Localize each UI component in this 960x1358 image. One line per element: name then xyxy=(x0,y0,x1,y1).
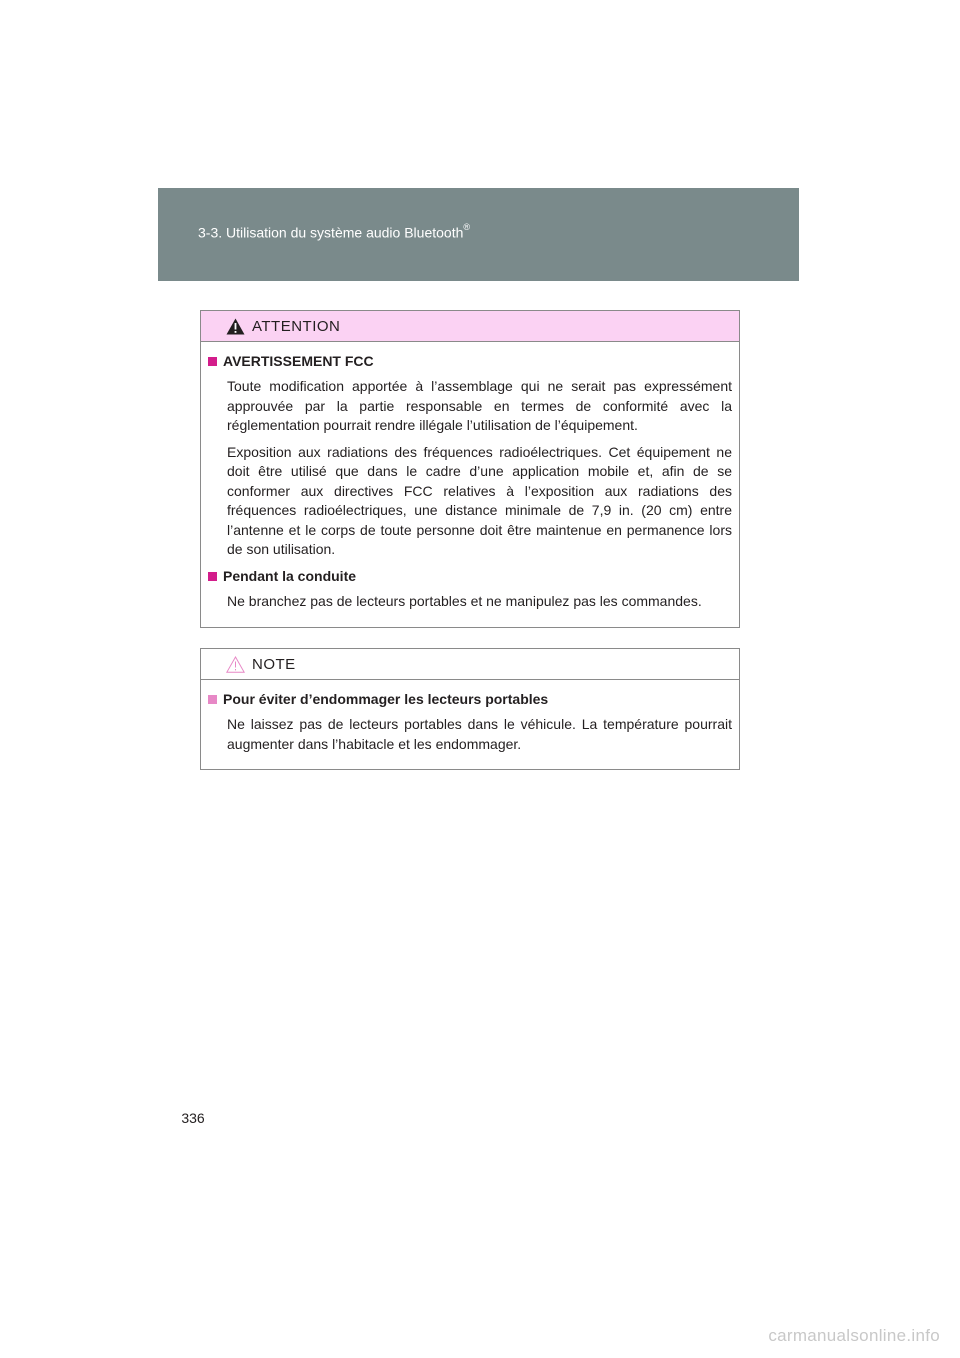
attention-box-header xyxy=(201,311,739,342)
attention-item-title-text: Pendant la conduite xyxy=(223,567,357,584)
attention-paragraph: Exposition aux radiations des fréquences radioélectriques. Cet équipement ne doit être utilisé que dans le cadre d’une application mobile et, afin de se conformer aux directives FCC relatives à l’exposition aux radiations des fréquences radioélectriques, une distance minimale de 7,9 in. (20 cm) entre l’antenne et le corps de toute personne doit être maintenue en permanence lors de son utilisation. xyxy=(227,443,732,557)
attention-item-title xyxy=(208,567,732,586)
page-number: 336 xyxy=(181,1110,205,1126)
warning-triangle-filled-icon xyxy=(226,318,245,335)
watermark: carmanualsonline.info xyxy=(768,1326,940,1345)
square-bullet-icon xyxy=(208,695,217,704)
note-box-body xyxy=(201,680,739,754)
note-box-header xyxy=(201,649,739,680)
note-item-title xyxy=(208,690,732,709)
registered-mark: ® xyxy=(463,222,471,232)
note-item-title-text: Pour éviter d’endommager les lecteurs portables xyxy=(223,691,549,707)
attention-item-title xyxy=(208,352,732,371)
section-header-band xyxy=(158,188,799,281)
section-title-text: 3-3. Utilisation du système audio Bluetooth xyxy=(198,224,464,241)
square-bullet-icon xyxy=(208,357,217,366)
attention-box xyxy=(200,310,740,628)
attention-paragraph: Ne branchez pas de lecteurs portables et ne manipulez pas les commandes. xyxy=(227,592,702,609)
section-title xyxy=(198,224,470,241)
note-label: NOTE xyxy=(252,655,296,673)
attention-box-body xyxy=(201,342,739,611)
attention-paragraph: Toute modification apportée à l’assemblage qui ne serait pas expressément approuvée par la partie responsable en termes de conformité avec la réglementation pourrait rendre illégale l’utilisation de l’équipement. xyxy=(227,378,732,433)
warning-triangle-outline-icon xyxy=(226,656,245,673)
note-box xyxy=(200,648,740,770)
attention-label: ATTENTION xyxy=(252,317,341,335)
attention-item-title-text: AVERTISSEMENT FCC xyxy=(223,353,374,369)
note-paragraph: Ne laissez pas de lecteurs portables dans le véhicule. La température pourrait augmenter dans l’habitacle et les endommager. xyxy=(227,716,732,752)
square-bullet-icon xyxy=(208,572,217,581)
